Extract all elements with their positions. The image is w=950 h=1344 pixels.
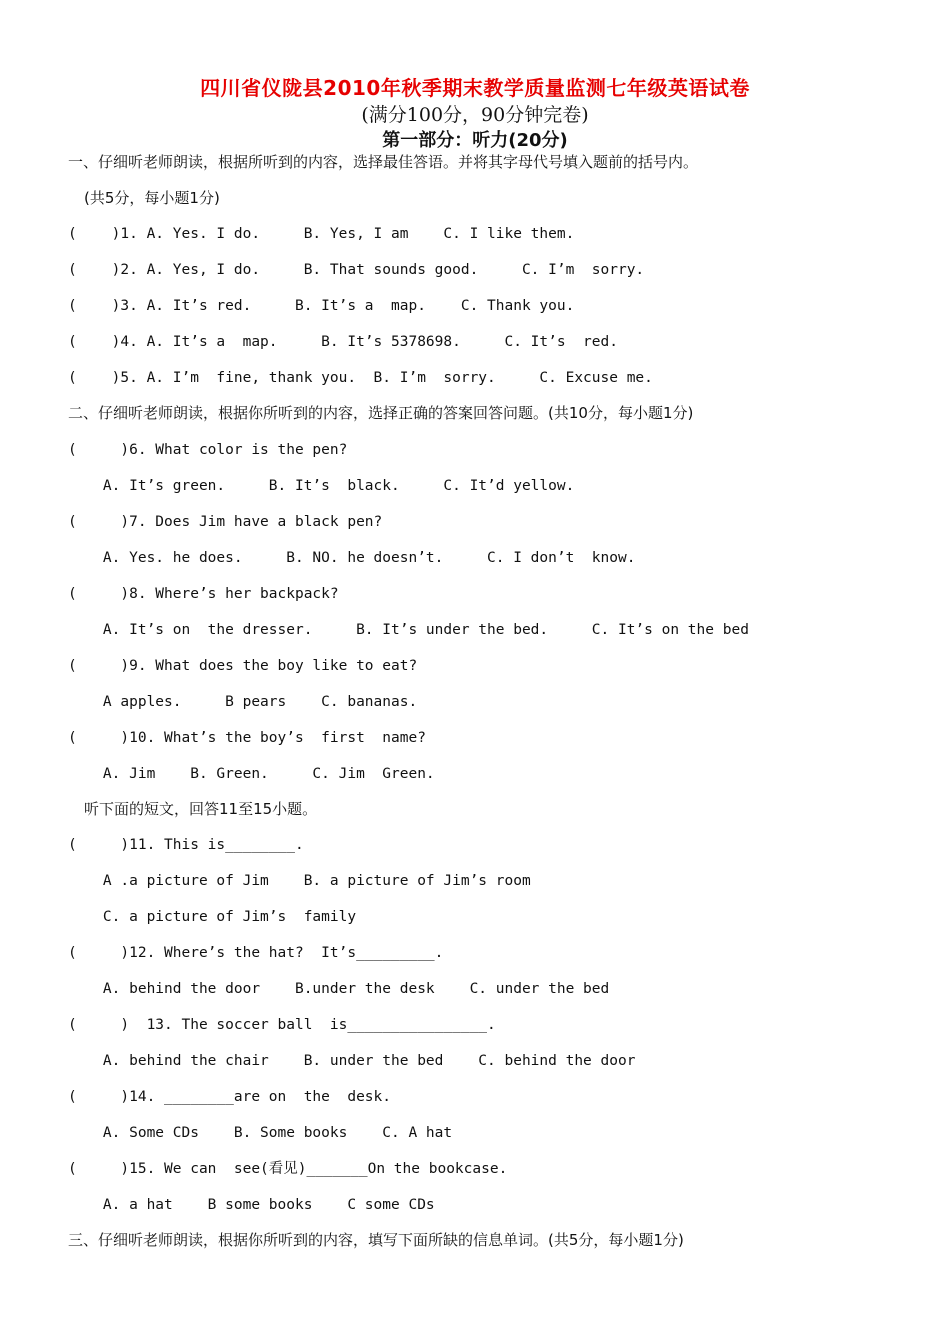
question-2: ( )2. A. Yes, I do. B. That sounds good. C. I’m sorry. <box>68 262 645 278</box>
question-15: ( )15. We can see(看见)_______On the bookcase. <box>68 1161 508 1177</box>
question-1: ( )1. A. Yes. I do. B. Yes, I am C. I like them. <box>68 226 575 242</box>
question-13-options: A. behind the chair B. under the bed C. behind the door <box>68 1053 636 1069</box>
part-heading: 第一部分：听力(20分) <box>382 130 568 151</box>
question-3: ( )3. A. It’s red. B. It’s a map. C. Thank you. <box>68 298 575 314</box>
section3-heading: 三、仔细听老师朗读，根据你所听到的内容，填写下面所缺的信息单词。(共5分，每小题1分) <box>68 1231 684 1249</box>
question-6: ( )6. What color is the pen? <box>68 442 348 458</box>
question-11: ( )11. This is________. <box>68 837 304 853</box>
question-9-options: A apples. B pears C. bananas. <box>68 694 418 710</box>
question-15-options: A. a hat B some books C some CDs <box>68 1197 435 1213</box>
question-14-options: A. Some CDs B. Some books C. A hat <box>68 1125 453 1141</box>
section1-note: (共5分，每小题1分) <box>84 189 220 207</box>
question-11-options-c: C. a picture of Jim’s family <box>68 909 357 925</box>
section2-heading: 二、仔细听老师朗读，根据你所听到的内容，选择正确的答案回答问题。(共10分，每小题1分) <box>68 404 694 422</box>
question-12-options: A. behind the door B.under the desk C. under the bed <box>68 981 610 997</box>
question-8: ( )8. Where’s her backpack? <box>68 586 339 602</box>
question-7: ( )7. Does Jim have a black pen? <box>68 514 383 530</box>
question-5: ( )5. A. I’m fine, thank you. B. I’m sorry. C. Excuse me. <box>68 370 653 386</box>
question-8-options: A. It’s on the dresser. B. It’s under the bed. C. It’s on the bed <box>68 622 749 638</box>
question-14: ( )14. ________are on the desk. <box>68 1089 392 1105</box>
question-7-options: A. Yes. he does. B. NO. he doesn’t. C. I don’t know. <box>68 550 636 566</box>
question-4: ( )4. A. It’s a map. B. It’s 5378698. C. It’s red. <box>68 334 618 350</box>
question-10-options: A. Jim B. Green. C. Jim Green. <box>68 766 435 782</box>
question-9: ( )9. What does the boy like to eat? <box>68 658 418 674</box>
question-12: ( )12. Where’s the hat? It’s_________. <box>68 945 444 961</box>
question-11-options-a: A .a picture of Jim B. a picture of Jim’s room <box>68 873 531 889</box>
exam-title: 四川省仪陇县2010年秋季期末教学质量监测七年级英语试卷 <box>200 76 750 100</box>
passage-note: 听下面的短文，回答11至15小题。 <box>84 800 318 818</box>
exam-subtitle: (满分100分，90分钟完卷) <box>361 104 589 126</box>
question-6-options: A. It’s green. B. It’s black. C. It’d yellow. <box>68 478 575 494</box>
section1-heading: 一、仔细听老师朗读，根据所听到的内容，选择最佳答语。并将其字母代号填入题前的括号内。 <box>68 153 699 171</box>
question-13: ( ) 13. The soccer ball is________________. <box>68 1017 496 1033</box>
question-10: ( )10. What’s the boy’s first name? <box>68 730 426 746</box>
